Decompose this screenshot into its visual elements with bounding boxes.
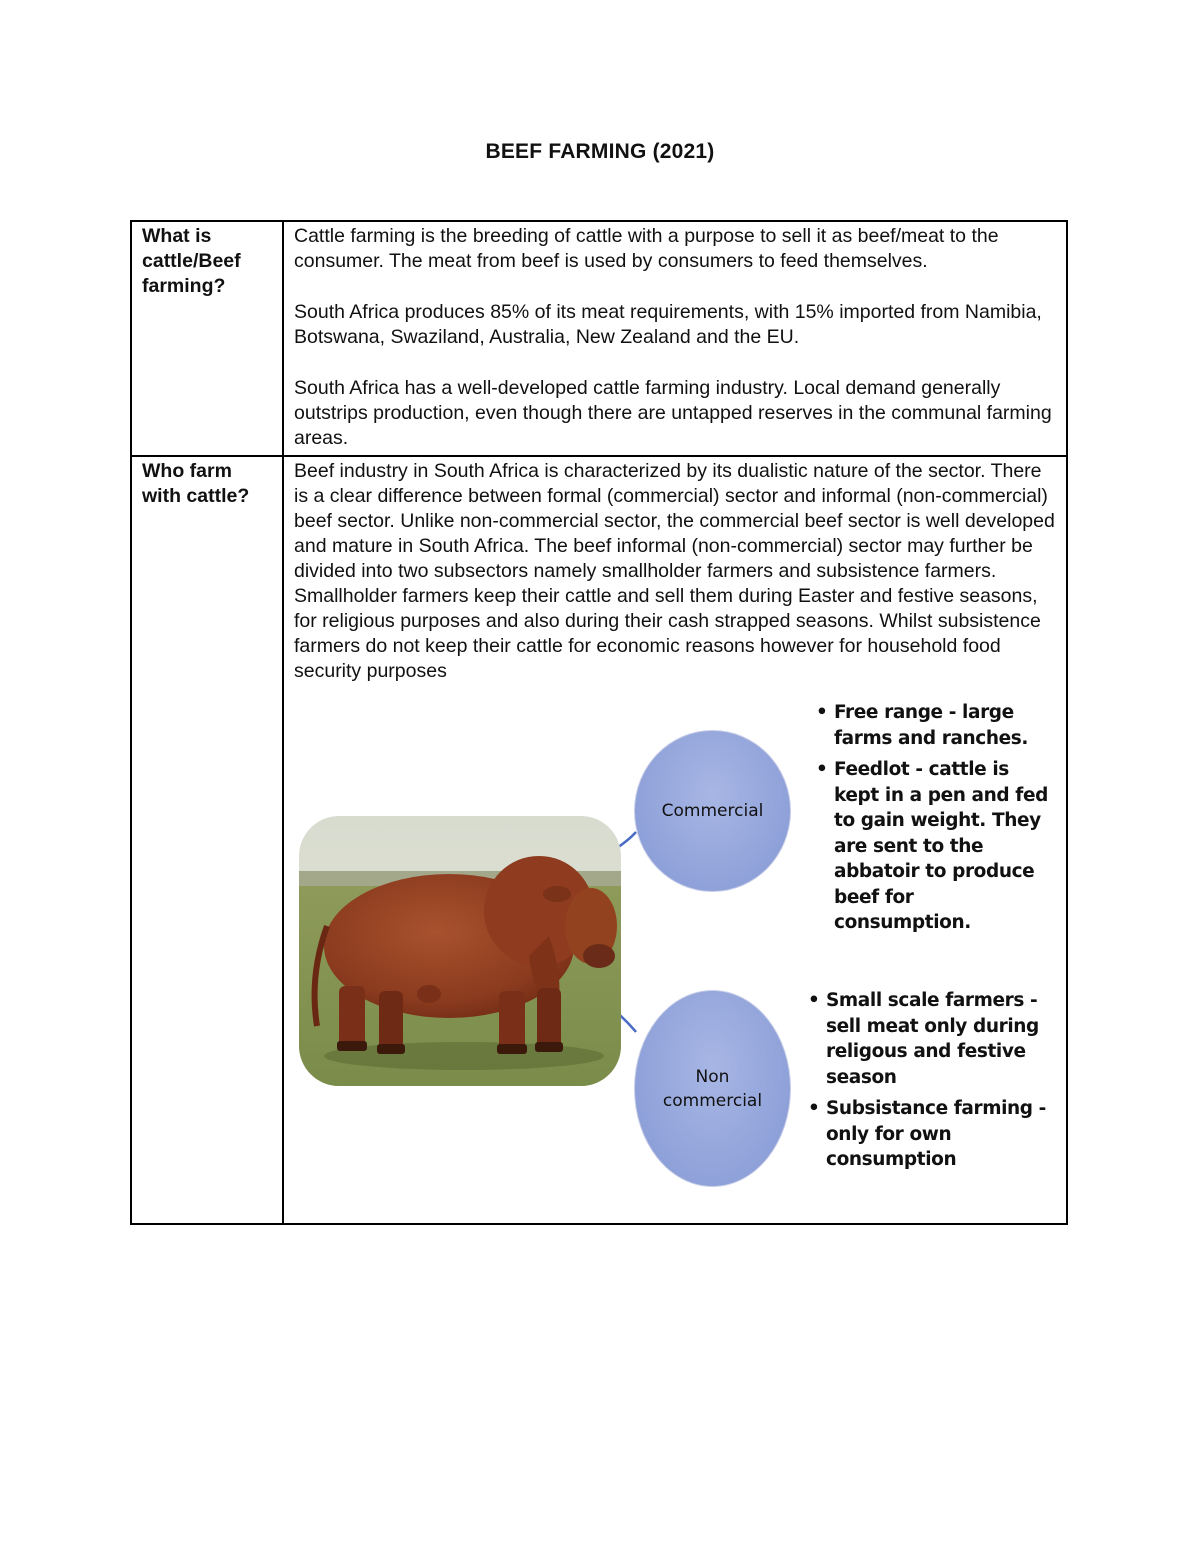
table-row — [131, 221, 1067, 456]
noncommercial-label: Non commercial — [662, 1066, 763, 1111]
noncommercial-circle — [634, 990, 791, 1187]
answer-paragraph: South Africa produces 85% of its meat requirements, with 15% imported from Namibia, Botswana, Swaziland, Australia, New Zealand and the EU. — [294, 301, 1042, 348]
bull-image — [299, 816, 621, 1086]
bullet-item: • Free range - large farms and ranches. — [814, 700, 1054, 751]
bullet-item: • Small scale farmers - sell meat only during religous and festive season — [806, 988, 1056, 1090]
answer-cell — [283, 221, 1067, 456]
beef-farming-table — [130, 220, 1068, 1225]
bullet-item: • Subsistance farming - only for own consumption — [806, 1096, 1056, 1173]
question-cell: Who farm with cattle? — [131, 456, 283, 1224]
bullet-item: • Feedlot - cattle is kept in a pen and fed to gain weight. They are sent to the abbatoir to produce beef for consumption. — [814, 757, 1054, 936]
commercial-circle — [634, 730, 791, 892]
commercial-label: Commercial — [661, 801, 764, 821]
sector-diagram — [294, 690, 1056, 1210]
question-cell: What is cattle/Beef farming? — [131, 221, 283, 456]
table-row — [131, 456, 1067, 1224]
document-title: BEEF FARMING (2021) — [485, 140, 715, 163]
cattle-photo — [299, 816, 621, 1086]
commercial-bullets — [814, 700, 1054, 942]
answer-paragraph: Cattle farming is the breeding of cattle with a purpose to sell it as beef/meat to the consumer. The meat from beef is used by consumers to feed themselves. — [294, 225, 999, 272]
answer-cell — [283, 456, 1067, 1224]
noncommercial-bullets — [806, 988, 1056, 1179]
answer-paragraph: South Africa has a well-developed cattle farming industry. Local demand generally outstrips production, even though there are untapped reserves in the communal farming areas. — [294, 377, 1052, 449]
answer-paragraph: Beef industry in South Africa is characterized by its dualistic nature of the sector. There is a clear difference between formal (commercial) sector and informal (non-commercial) beef sector. Unlike non-commercial sector, the commercial beef sector is well developed and mature in South Africa. The beef informal (non-commercial) sector may further be divided into two subsectors namely smallholder farmers and subsistence farmers. Smallholder farmers keep their cattle and sell them during Easter and festive seasons, for religious purposes and also during their cash strapped seasons. Whilst subsistence farmers do not keep their cattle for economic reasons however for household food security purposes — [294, 460, 1055, 682]
